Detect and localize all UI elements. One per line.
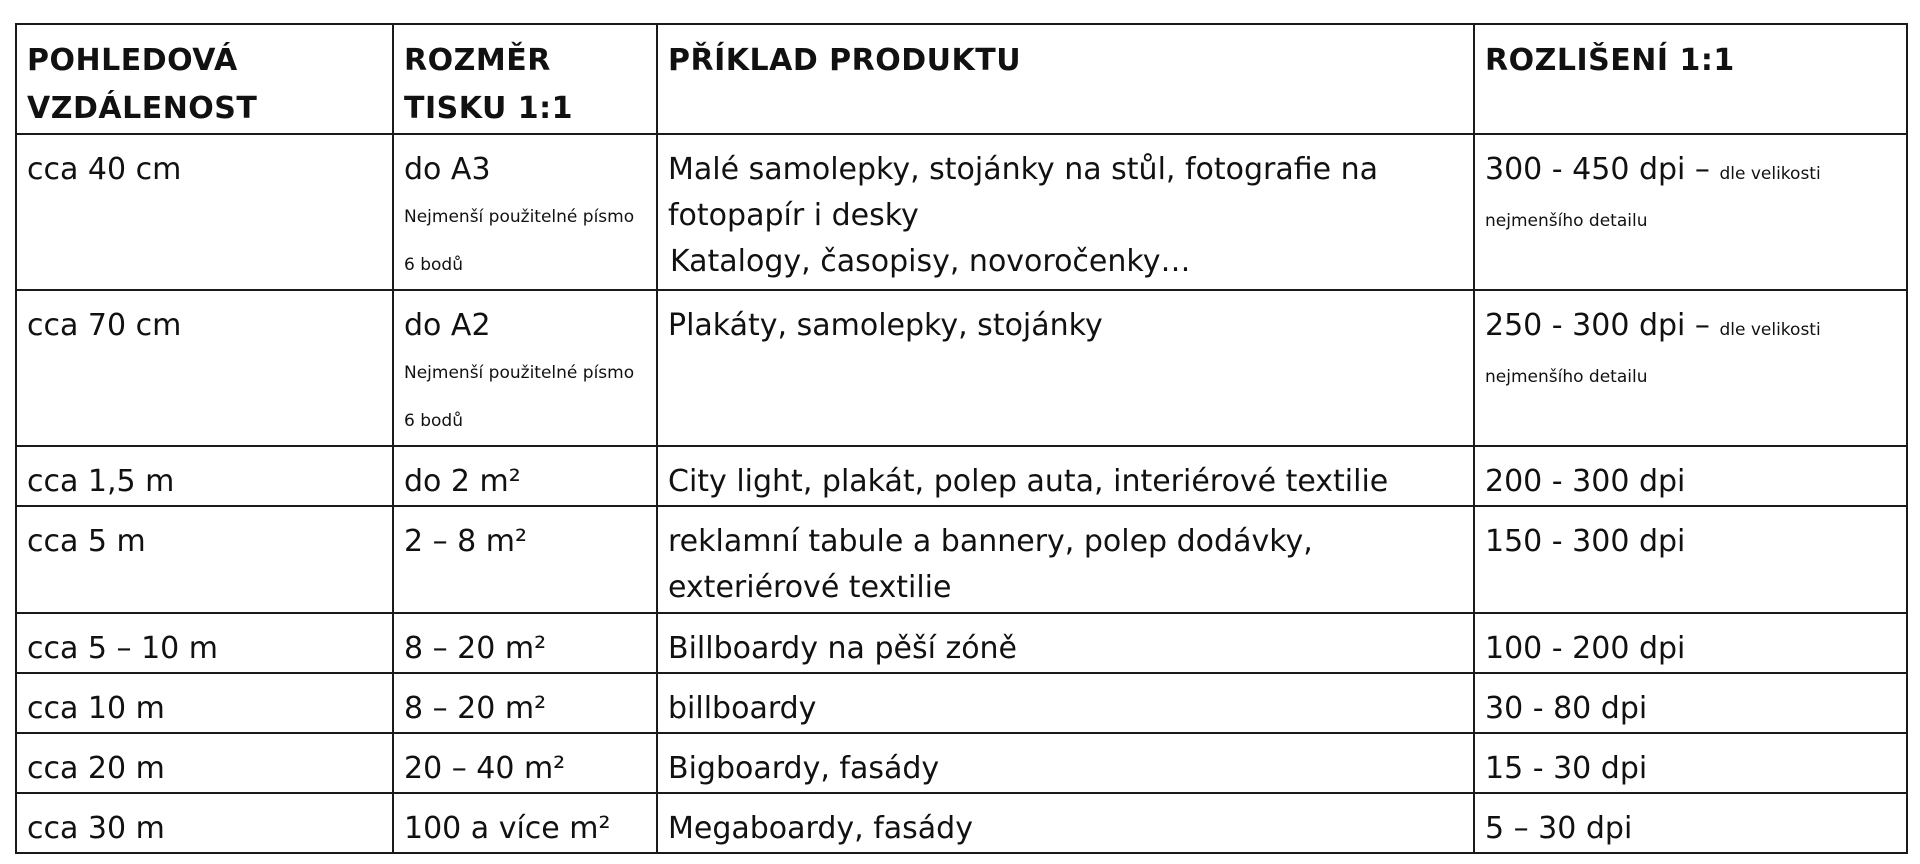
size-value: do A2	[404, 308, 491, 343]
product-line2: fotopapír i desky	[668, 198, 919, 233]
size-note-line1: Nejmenší použitelné písmo	[404, 363, 635, 383]
cell-product: billboardy	[657, 673, 1474, 733]
product-line3: Katalogy, časopisy, novoročenky…	[670, 244, 1191, 279]
resolution-note-line2: nejmenšího detailu	[1485, 367, 1648, 387]
cell-size: 8 – 20 m²	[393, 673, 657, 733]
resolution-value: 250 - 300 dpi –	[1485, 308, 1710, 343]
print-resolution-table	[15, 23, 1908, 854]
table-row	[16, 733, 1907, 793]
cell-distance: cca 1,5 m	[16, 446, 393, 506]
size-note-line2: 6 bodů	[404, 255, 463, 275]
cell-distance: cca 30 m	[16, 793, 393, 853]
cell-product: Bigboardy, fasády	[657, 733, 1474, 793]
resolution-note-line1: dle velikosti	[1719, 164, 1821, 184]
cell-resolution: 15 - 30 dpi	[1474, 733, 1907, 793]
cell-size: 2 – 8 m²	[393, 506, 657, 613]
cell-resolution: 200 - 300 dpi	[1474, 446, 1907, 506]
table-row	[16, 134, 1907, 290]
resolution-value: 300 - 450 dpi –	[1485, 152, 1710, 187]
cell-distance: cca 70 cm	[16, 290, 393, 446]
header-distance	[16, 24, 393, 134]
cell-size: 8 – 20 m²	[393, 613, 657, 673]
table-row	[16, 673, 1907, 733]
resolution-note-line2: nejmenšího detailu	[1485, 211, 1648, 231]
header-distance-line2: VZDÁLENOST	[27, 91, 258, 126]
cell-size: 20 – 40 m²	[393, 733, 657, 793]
cell-distance: cca 40 cm	[16, 134, 393, 290]
cell-resolution: 100 - 200 dpi	[1474, 613, 1907, 673]
cell-resolution: 150 - 300 dpi	[1474, 506, 1907, 613]
header-size-line2: TISKU 1:1	[404, 91, 574, 126]
cell-distance: cca 20 m	[16, 733, 393, 793]
cell-resolution	[1474, 290, 1907, 446]
table-row	[16, 506, 1907, 613]
header-product: PŘÍKLAD PRODUKTU	[657, 24, 1474, 134]
cell-distance: cca 5 m	[16, 506, 393, 613]
header-distance-line1: POHLEDOVÁ	[27, 43, 238, 78]
cell-product	[657, 506, 1474, 613]
product-line2: exteriérové textilie	[668, 570, 952, 605]
cell-size	[393, 134, 657, 290]
cell-product: Megaboardy, fasády	[657, 793, 1474, 853]
size-note-line1: Nejmenší použitelné písmo	[404, 207, 635, 227]
product-line1: Plakáty, samolepky, stojánky	[668, 308, 1103, 343]
table-row	[16, 793, 1907, 853]
cell-resolution: 30 - 80 dpi	[1474, 673, 1907, 733]
cell-distance: cca 5 – 10 m	[16, 613, 393, 673]
header-size-line1: ROZMĚR	[404, 43, 551, 78]
cell-resolution	[1474, 134, 1907, 290]
cell-product: Billboardy na pěší zóně	[657, 613, 1474, 673]
cell-resolution: 5 – 30 dpi	[1474, 793, 1907, 853]
size-note-line2: 6 bodů	[404, 411, 463, 431]
cell-distance: cca 10 m	[16, 673, 393, 733]
cell-product: City light, plakát, polep auta, interiérové textilie	[657, 446, 1474, 506]
cell-size: 100 a více m²	[393, 793, 657, 853]
product-line1: reklamní tabule a bannery, polep dodávky,	[668, 524, 1313, 559]
table-row	[16, 613, 1907, 673]
size-value: do A3	[404, 152, 491, 187]
cell-size	[393, 290, 657, 446]
header-row	[16, 24, 1907, 134]
cell-product	[657, 290, 1474, 446]
table-row	[16, 446, 1907, 506]
header-size	[393, 24, 657, 134]
table-row	[16, 290, 1907, 446]
resolution-note-line1: dle velikosti	[1719, 320, 1821, 340]
cell-size: do 2 m²	[393, 446, 657, 506]
cell-product	[657, 134, 1474, 290]
header-resolution: ROZLIŠENÍ 1:1	[1474, 24, 1907, 134]
product-line1: Malé samolepky, stojánky na stůl, fotografie na	[668, 152, 1379, 187]
